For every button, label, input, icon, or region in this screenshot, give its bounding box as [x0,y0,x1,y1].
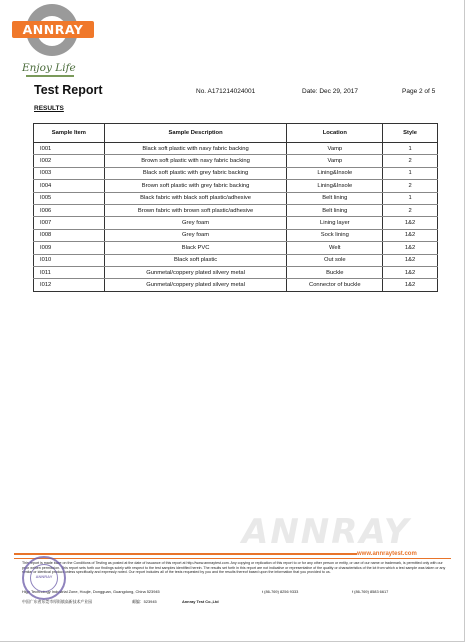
sample-item-cell: I012 [34,279,105,291]
sample-item-cell: I003 [34,167,105,179]
report-title: Test Report [34,83,103,97]
location-cell: Vamp [287,155,383,167]
sample-item-cell: I009 [34,242,105,254]
footer-telephone: t (86-769) 8256 9333 [262,589,299,594]
sample-item-cell: I006 [34,204,105,216]
table-row [34,266,438,278]
logo-underline [26,75,74,77]
footer-postcode: 邮编：523945 [132,599,157,604]
footer-address-cn: 中国广东省东莞市厚街镇高新技术产业园 [22,599,93,604]
sample-description-cell: Brown fabric with brown soft plastic/adhesive [104,204,287,216]
footer-orange-rule [14,553,357,555]
style-cell: 1 [383,143,438,155]
style-cell: 1&2 [383,279,438,291]
sample-description-cell: Grey foam [104,217,287,229]
footer-disclaimer: This report is made base on the Conditions of Testing as posted at the date of issuance of this report at http://www.annraytest.com. Any copying or replication of this report to or for any other person or entity, or use of our name or trademark, is permitted only with our prior written permission. This report sets forth our findings solely with respect to the test samples identified herein. The results set forth in this report are not indicative or representative of the quality or characteristics of the lot from which a test sample was taken or any similar or identical product unless specifically and expressly noted. Our report includes all of the tests requested by you and the results thereof based upon the information that you provided to us. [22,561,446,575]
sample-description-cell: Brown soft plastic with grey fabric backing [104,180,287,192]
location-cell: Vamp [287,143,383,155]
footer-company: Annray Test Co.,Ltd [182,599,219,604]
sample-description-cell: Gunmetal/coppery plated silvery metal [104,279,287,291]
style-cell: 1&2 [383,229,438,241]
table-row [34,279,438,291]
sample-description-cell: Black PVC [104,242,287,254]
style-cell: 2 [383,204,438,216]
location-cell: Welt [287,242,383,254]
footer-fax: f (86-769) 8583 6617 [352,589,389,594]
table-row [34,180,438,192]
style-cell: 1&2 [383,242,438,254]
seal-text: ANNRAY [35,574,53,579]
table-row [34,204,438,216]
location-cell: Lining&Insole [287,180,383,192]
table-row [34,254,438,266]
column-header-style: Style [383,124,438,143]
table-header-row [34,124,438,143]
footer-address: High Technology Industrial Zone, Houjie, Dongguan, Guangdong, China 523945 [22,589,160,594]
table-row [34,229,438,241]
sample-description-cell: Black fabric with black soft plastic/adhesive [104,192,287,204]
sample-description-cell: Black soft plastic with grey fabric backing [104,167,287,179]
sample-description-cell: Black soft plastic [104,254,287,266]
samples-table [33,123,438,292]
logo-tagline: Enjoy Life [22,62,76,74]
style-cell: 1&2 [383,266,438,278]
table-row [34,167,438,179]
style-cell: 1&2 [383,217,438,229]
column-header-sample-description: Sample Description [104,124,287,143]
sample-description-cell: Brown soft plastic with navy fabric backing [104,155,287,167]
style-cell: 2 [383,155,438,167]
column-header-sample-item: Sample Item [34,124,105,143]
sample-item-cell: I008 [34,229,105,241]
sample-description-cell: Black soft plastic with navy fabric backing [104,143,287,155]
table-row [34,192,438,204]
samples-table-body [34,143,438,292]
report-number: No. A171214024001 [196,88,256,95]
logo-brand: ANNRAY [12,21,94,38]
footer-website: www.annraytest.com [357,551,417,557]
style-cell: 1&2 [383,254,438,266]
report-date: Date: Dec 29, 2017 [302,88,359,95]
sample-item-cell: I007 [34,217,105,229]
location-cell: Belt lining [287,192,383,204]
style-cell: 1 [383,192,438,204]
sample-item-cell: I001 [34,143,105,155]
annray-watermark: ANNRAY [242,512,411,552]
location-cell: Lining layer [287,217,383,229]
sample-item-cell: I005 [34,192,105,204]
sample-item-cell: I010 [34,254,105,266]
sample-item-cell: I011 [34,266,105,278]
company-seal-stamp [22,556,66,600]
location-cell: Buckle [287,266,383,278]
sample-item-cell: I004 [34,180,105,192]
location-cell: Connector of buckle [287,279,383,291]
style-cell: 2 [383,180,438,192]
location-cell: Out sole [287,254,383,266]
table-row [34,155,438,167]
sample-description-cell: Grey foam [104,229,287,241]
table-row [34,143,438,155]
annray-logo [12,4,94,78]
results-heading: RESULTS [34,105,64,112]
sample-item-cell: I002 [34,155,105,167]
location-cell: Belt lining [287,204,383,216]
table-row [34,242,438,254]
location-cell: Lining&Insole [287,167,383,179]
table-row [34,217,438,229]
style-cell: 1 [383,167,438,179]
location-cell: Sock lining [287,229,383,241]
footer-thin-rule [14,558,451,559]
page-indicator: Page 2 of 5 [402,88,436,95]
column-header-location: Location [287,124,383,143]
sample-description-cell: Gunmetal/coppery plated silvery metal [104,266,287,278]
